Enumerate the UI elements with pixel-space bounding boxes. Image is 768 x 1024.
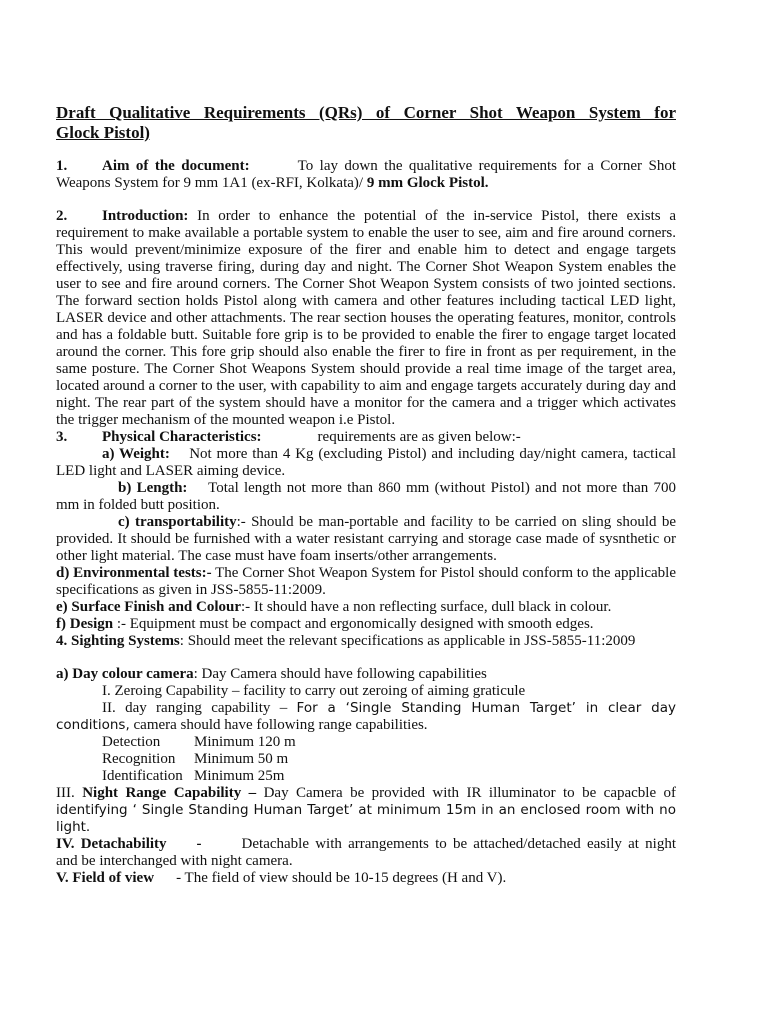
section-4	[56, 633, 676, 650]
section-3e-text: :- It should have a non reflecting surface, dull black in colour.	[241, 599, 612, 615]
camera-iv-text: Detachable with arrangements to be attached/detached easily at night and be interchanged with night camera.	[56, 836, 677, 869]
camera-iii-text-sans: identifying ‘ Single Standing Human Target’ at minimum 15m in an enclosed room with no light.	[56, 802, 676, 835]
camera-v	[56, 870, 676, 887]
section-3b	[56, 480, 676, 514]
section-3f	[56, 616, 676, 633]
camera-iii-label: Night Range Capability –	[82, 785, 257, 801]
document-title	[56, 103, 676, 143]
section-3a-label: a) Weight:	[102, 446, 170, 462]
camera-iii	[56, 785, 676, 836]
range-key: Detection	[102, 734, 161, 750]
title-line-2: Glock Pistol)	[56, 123, 150, 142]
section-3b-label: b) Length:	[118, 480, 188, 496]
section-3a-text: Not more than 4 Kg (excluding Pistol) and including day/night camera, tactical LED light and LASER aiming device.	[56, 446, 676, 479]
range-value: Minimum 50 m	[194, 751, 289, 767]
range-value: Minimum 25m	[194, 768, 285, 784]
section-4-text: : Should meet the relevant specifications as applicable in JSS-5855-11:2009	[179, 633, 636, 649]
section-2	[56, 208, 676, 429]
section-2-number: 2.	[56, 208, 68, 224]
section-3c-label: c) transportability	[118, 514, 237, 530]
camera-i	[56, 683, 676, 700]
camera-a-label: a) Day colour camera	[56, 666, 194, 682]
range-key: Identification	[102, 768, 183, 784]
section-3f-text: :- Equipment must be compact and ergonomically designed with smooth edges.	[116, 616, 594, 632]
section-3e-label: e) Surface Finish and Colour	[56, 599, 242, 615]
section-2-text: In order to enhance the potential of the in-service Pistol, there exists a requirement to make available a portable system to enable the user to see, aim and fire around corners. This would prevent/minimize exposure of the firer and enable him to detect and engage targets effectively, using traverse firing, during day and night. The Corner Shot Weapon System enables the user to see and fire around corners. The Corner Shot Weapon System consists of two jointed sections. The forward section holds Pistol along with camera and other features including tactical LED light, LASER device and other attachments. The rear section houses the operating features, monitor, controls and has a foldable butt. Suitable fore grip is to be provided to enable the firer to engage target located around the corner. This fore grip should also enable the firer to fire in front as per requirement, in the same posture. The Corner Shot Weapons System should provide a real time image of the target area, located around a corner to the user, with capability to aim and engage targets accurately during day and night. The rear part of the system should have a monitor for the camera and a trigger which activates the trigger mechanism of the mounted weapon i.e Pistol.	[56, 208, 676, 428]
section-1-number: 1.	[56, 158, 68, 174]
section-2-heading: Introduction:	[102, 208, 189, 224]
camera-iii-prefix: III.	[56, 785, 75, 801]
range-value: Minimum 120 m	[194, 734, 296, 750]
section-3-text: requirements are as given below:-	[317, 429, 521, 445]
title-line-1: Draft Qualitative Requirements (QRs) of Corner Shot Weapon System for	[56, 103, 676, 122]
camera-a-text: : Day Camera should have following capabilities	[193, 666, 487, 682]
camera-iv-label: IV. Detachability	[56, 836, 167, 852]
camera-v-text: - The field of view should be 10-15 degrees (H and V).	[176, 870, 507, 886]
range-row-identification	[56, 768, 676, 785]
section-3b-text: Total length not more than 860 mm (without Pistol) and not more than 700 mm in folded butt position.	[56, 480, 676, 513]
section-1-heading: Aim of the document:	[102, 158, 250, 174]
range-key: Recognition	[102, 751, 176, 767]
section-4-label: 4. Sighting Systems	[56, 633, 180, 649]
range-row-recognition	[56, 751, 676, 768]
section-1-bold-tail: 9 mm Glock Pistol.	[366, 175, 489, 191]
camera-i-text: I. Zeroing Capability – facility to carry out zeroing of aiming graticule	[102, 683, 526, 699]
section-3a	[56, 446, 676, 480]
section-3e	[56, 599, 676, 616]
camera-iv	[56, 836, 676, 870]
camera-ii-text: II. day ranging capability –	[102, 700, 288, 716]
document-body	[56, 103, 676, 887]
camera-v-label: V. Field of view	[56, 870, 155, 886]
section-3d	[56, 565, 676, 599]
camera-ii-text-cont: camera should have following range capabilities.	[133, 717, 428, 733]
camera-iv-dash: -	[196, 836, 202, 852]
section-3f-label: f) Design	[56, 616, 114, 632]
camera-ii-text-sans: For a ‘Single Standing Human Target’ in clear day conditions,	[56, 700, 677, 733]
section-3-heading: Physical Characteristics:	[102, 429, 262, 445]
section-3-number: 3.	[56, 429, 68, 445]
camera-iii-text: Day Camera be provided with IR illuminator to be capacble of	[263, 785, 677, 801]
section-1	[56, 158, 676, 192]
camera-a	[56, 666, 676, 683]
section-3d-text: The Corner Shot Weapon System for Pistol should conform to the applicable specifications as given in JSS-5855-11:2009.	[56, 565, 676, 598]
section-3	[56, 429, 676, 446]
section-1-text: To lay down the qualitative requirements for a Corner Shot Weapons System for 9 mm 1A1 (ex-RFI, Kolkata)/	[56, 158, 676, 191]
section-3c-text: :- Should be man-portable and facility to be carried on sling should be provided. It should be furnished with a water resistant carrying and storage case made of sysnthetic or other light material. The case must have foam inserts/other arrangements.	[56, 514, 676, 564]
camera-ii	[56, 700, 676, 734]
range-row-detection	[56, 734, 676, 751]
section-3c	[56, 514, 676, 565]
section-3d-label: d) Environmental tests:-	[56, 565, 212, 581]
